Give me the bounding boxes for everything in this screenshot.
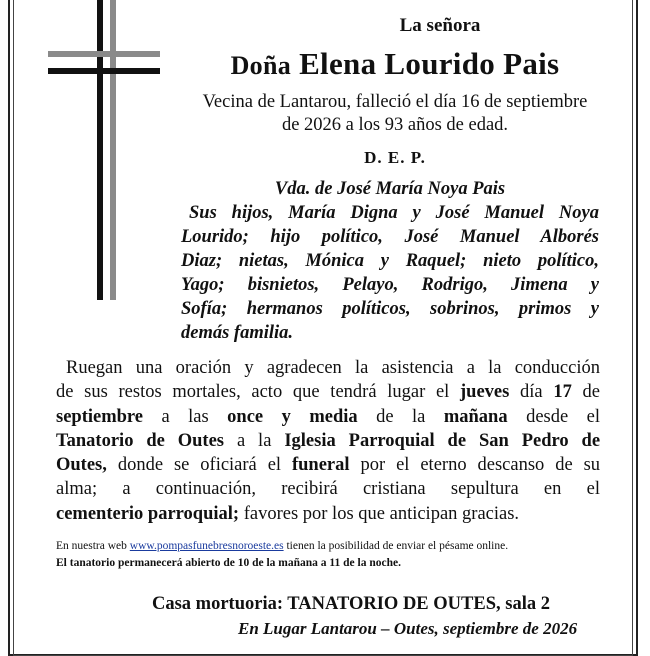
- ruegan-line: alma; a continuación, recibirá cristiana sepultura en el: [56, 479, 600, 500]
- family-line: Sofía; hermanos políticos, sobrinos, primos y: [181, 299, 599, 319]
- dep: D. E. P.: [364, 148, 426, 167]
- ruegan-line: Ruegan una oración y agradecen la asistencia a la conducción: [66, 358, 600, 378]
- title-prefix: La señora: [399, 15, 481, 36]
- info-line-1: Vecina de Lantarou, falleció el día 16 de septiembre: [202, 92, 588, 112]
- ruegan-line: de sus restos mortales, acto que tendrá lugar el jueves día 17 de: [56, 382, 601, 403]
- ruegan-line: Tanatorio de Outes a la Iglesia Parroquial de San Pedro de: [56, 430, 601, 451]
- family-line: Lourido; hijo político, José Manuel Alborés: [181, 227, 599, 247]
- name: Elena Lourido Pais: [299, 46, 560, 81]
- family-line: Vda. de José María Noya Pais: [274, 179, 506, 199]
- cross-horizontal-bar: [48, 68, 160, 74]
- casa-mortuoria: Casa mortuoria: TANATORIO DE OUTES, sala 2: [152, 594, 550, 614]
- family-line: Yago; bisnietos, Pelayo, Rodrigo, Jimena y: [181, 275, 599, 295]
- family-line: Diaz; nietas, Mónica y Raquel; nieto político,: [181, 251, 599, 271]
- info-line-2: de 2026 a los 93 años de edad.: [281, 115, 509, 135]
- cross-vertical-bar: [97, 0, 103, 300]
- website-link[interactable]: www.pompasfunebresnoroeste.es: [129, 540, 284, 552]
- ruegan-line: cementerio parroquial; favores por los que anticipan gracias.: [56, 503, 520, 524]
- ruegan-line: septiembre a las once y media de la mañana desde el: [56, 406, 601, 427]
- web-note: En nuestra web www.pompasfunebresnoroeste.es tienen la posibilidad de enviar el pésame online.: [56, 540, 509, 552]
- cross-icon: [48, 0, 160, 300]
- cross-horizontal-shadow: [48, 51, 160, 57]
- ruegan-line: Outes, donde se oficiará el funeral por el eterno descanso de su: [56, 455, 601, 476]
- place-date: En Lugar Lantarou – Outes, septiembre de 2026: [238, 619, 578, 638]
- cross-vertical-shadow: [110, 0, 116, 300]
- ruegan-paragraph: [56, 356, 600, 526]
- family-line: Sus hijos, María Digna y José Manuel Noya: [189, 203, 599, 223]
- family-block: [181, 177, 599, 345]
- tanatorio-hours-note: El tanatorio permanecerá abierto de 10 de la mañana a 11 de la noche.: [56, 557, 401, 569]
- deceased-name: [180, 46, 610, 82]
- honorific: Doña: [230, 51, 292, 80]
- family-line: demás familia.: [181, 323, 294, 343]
